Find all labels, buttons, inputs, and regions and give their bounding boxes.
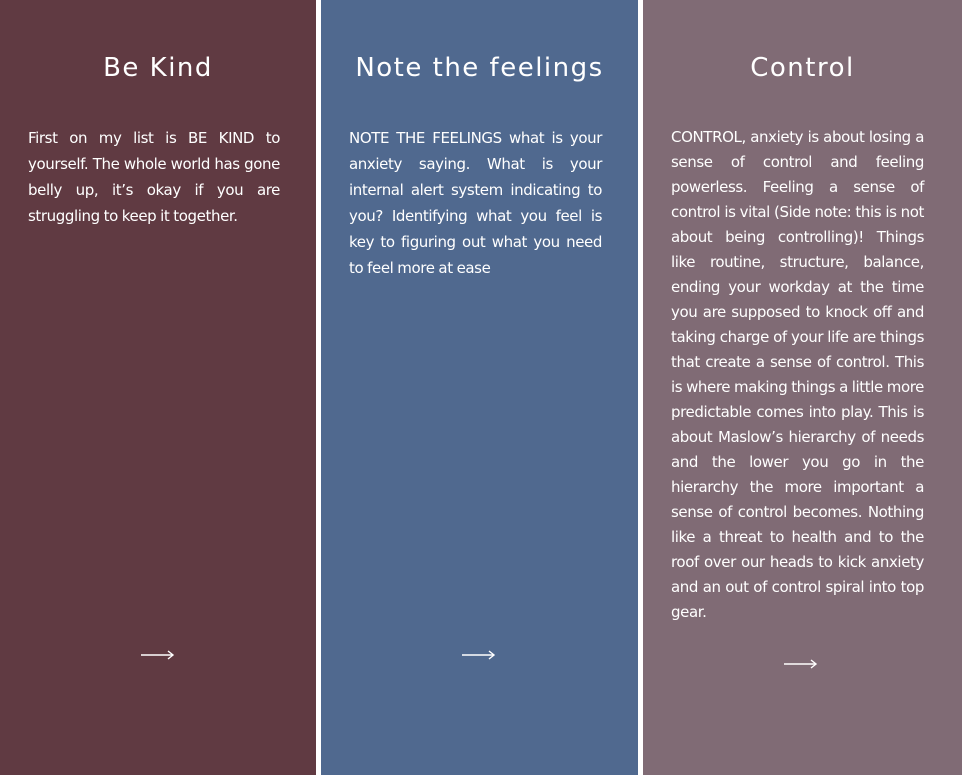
panel-body: First on my list is BE KIND to yourself. The whole world has gone belly up, it’s okay if you are struggling to keep it together.: [28, 129, 280, 225]
panel-control: [643, 0, 962, 775]
panel-body: NOTE THE FEELINGS what is your anxiety saying. What is your internal alert system indicating to you? Identifying what you feel is key to figuring out what you need to feel more at ease: [349, 129, 602, 277]
panel-title: Be Kind: [103, 53, 213, 83]
arrow-right-icon[interactable]: [462, 649, 496, 661]
arrow-right-icon[interactable]: [141, 649, 175, 661]
panel-title: Note the feelings: [355, 53, 604, 83]
panel-note-the-feelings: [321, 0, 638, 775]
panel-title: Control: [750, 53, 855, 83]
panel-be-kind: [0, 0, 316, 775]
panel-body: CONTROL, anxiety is about losing a sense of control and feeling powerless. Feeling a sense of control is vital (Side note: this is not about being controlling)! Things like routine, structure, balance, ending your workday at the time you are supposed to knock off and taking charge of your life are things that create a sense of control. This is where making things a little more predictable comes into play. This is about Maslow’s hierarchy of needs and the lower you go in the hierarchy the more important a sense of control becomes. Nothing like a threat to health and to the roof over our heads to kick anxiety and an out of control spiral into top gear.: [671, 128, 924, 621]
arrow-right-icon[interactable]: [784, 658, 818, 670]
